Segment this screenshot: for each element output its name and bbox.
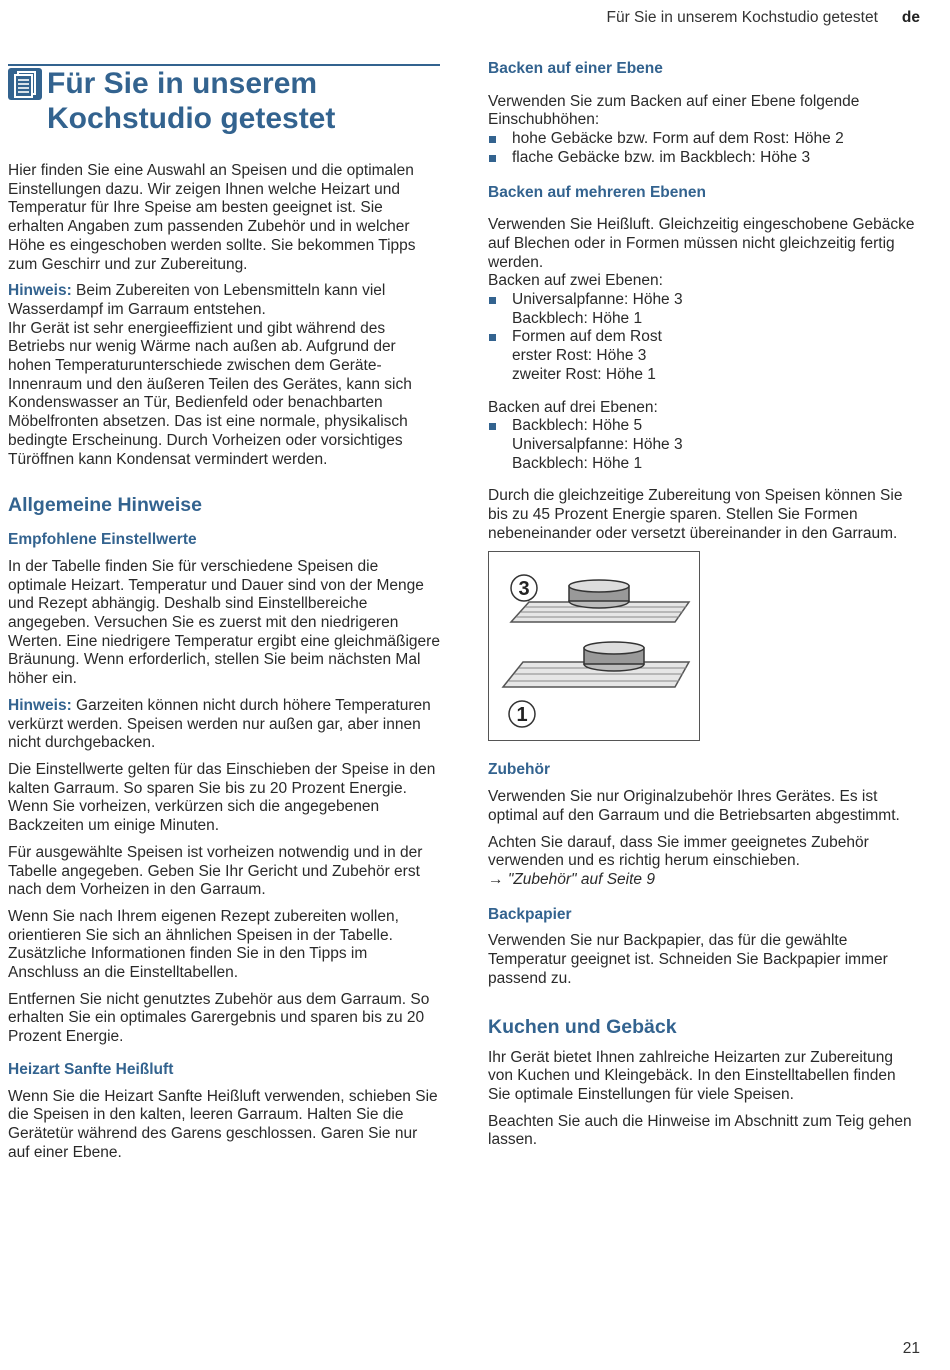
paragraph: Achten Sie darauf, dass Sie immer geeignetes Zubehör verwenden und es richtig herum einschieben. [488,833,869,870]
list-item: flache Gebäcke bzw. im Backblech: Höhe 3 [488,149,920,168]
label-zwei-ebenen: Backen auf zwei Ebenen: [488,272,663,290]
list-item: Universalpfanne: Höhe 3 Backblech: Höhe 1 [488,291,920,328]
paragraph: Beachten Sie auch die Hinweise im Abschnitt zum Teig gehen lassen. [488,1112,912,1149]
list-einer-ebene [488,130,920,167]
document-list-icon [8,68,42,100]
language-code: de [901,9,920,26]
label-drei-ebenen: Backen auf drei Ebenen: [488,398,658,416]
hint-condensation: Hinweis: Beim Zubereiten von Lebensmitteln kann viel Wasserdampf im Garraum entstehen. Ihr Gerät ist sehr energieeffizient und gibt während des Betriebs nur wenig Wärme nach außen ab. Aufgrund der hohen Temperaturunterschiede zwischen dem Geräte-Innenraum und den äußeren Teilen des Gerätes, kann sich Kondenswasser an Tür, Bedienfeld oder benachbarten Möbelfronten absetzen. Das ist eine normale, physikalisch bedingte Erscheinung. Durch Vorheizen oder vorsichtiges Türöffnen kann Kondensat vermindert werden. [8,282,412,468]
subheading-zubehoer: Zubehör [488,761,550,779]
left-column [8,64,440,1170]
right-column [488,60,920,1158]
hint-garzeiten: Hinweis: Garzeiten können nicht durch höhere Temperaturen verkürzt werden. Speisen werden nur außen gar, aber innen nicht durchgebacken. [8,696,431,752]
subheading-mehrere-ebenen: Backen auf mehreren Ebenen [488,183,706,201]
paragraph: Verwenden Sie zum Backen auf einer Ebene folgende Einschubhöhen: [488,92,860,129]
subheading-einstellwerte: Empfohlene Einstellwerte [8,531,197,549]
lower-rack [503,642,689,727]
reference-link[interactable]: "Zubehör" auf Seite 9 [507,870,655,888]
paragraph: Wenn Sie die Heizart Sanfte Heißluft verwenden, schieben Sie die Speisen in den kalten, leeren Garraum. Halten Sie die Gerätetür während des Garens geschlossen. Garen Sie nur auf einer Ebene. [8,1087,438,1161]
upper-rack [511,575,689,622]
paragraph: Entfernen Sie nicht genutztes Zubehör aus dem Garraum. So erhalten Sie ein optimales Garergebnis und sparen bis zu 20 Prozent Energie. [8,990,430,1046]
paragraph: Für ausgewählte Speisen ist vorheizen notwendig und in der Tabelle angegeben. Geben Sie Ihr Gericht und Zubehör erst nach dem Vorheizen in den Garraum. [8,843,423,899]
paragraph: Ihr Gerät bietet Ihnen zahlreiche Heizarten zur Zubereitung von Kuchen und Kleingebäck. In den Einstelltabellen finden Sie optimale Einstellungen für viele Speisen. [488,1048,896,1103]
page-title: Für Sie in unserem Kochstudio getestet [47,67,336,135]
paragraph: Durch die gleichzeitige Zubereitung von Speisen können Sie bis zu 45 Prozent Energie sparen. Stellen Sie Formen nebeneinander oder versetzt übereinander in den Garraum. [488,487,903,542]
rack-label-1: 1 [516,704,528,727]
section-heading-kuchen: Kuchen und Gebäck [488,1015,677,1038]
list-item: Backblech: Höhe 5 Universalpfanne: Höhe 3 Backblech: Höhe 1 [488,417,920,473]
subheading-einer-ebene: Backen auf einer Ebene [488,60,663,77]
main-title-block [8,64,440,148]
paragraph: Die Einstellwerte gelten für das Einschieben der Speise in den kalten Garraum. So sparen Sie bis zu 20 Prozent Energie. Wenn Sie vorheizen, verkürzen sich die angegebenen Backzeiten um einige Minuten. [8,760,436,835]
intro-paragraph: Hier finden Sie eine Auswahl an Speisen und die optimalen Einstellungen dazu. Wir zeigen Ihnen welche Heizart und Temperatur für Ihre Speise am besten geeignet ist. Sie erhalten Angaben zum passenden Zubehör und in welcher Höhe es eingeschoben werden sollte. Sie bekommen Tipps zum Geschirr und zur Zubereitung. [8,162,416,273]
subheading-sanfte-heissluft: Heizart Sanfte Heißluft [8,1060,174,1078]
cross-reference[interactable] [488,871,920,890]
section-heading-allgemein: Allgemeine Hinweise [8,494,202,517]
paragraph: Verwenden Sie Heißluft. Gleichzeitig eingeschobene Gebäcke auf Blechen oder in Formen müssen nicht gleichzeitig fertig werden. [488,216,915,271]
arrow-right-icon: → [488,870,504,888]
rack-diagram [489,552,699,740]
paragraph: Verwenden Sie nur Originalzubehör Ihres Gerätes. Es ist optimal auf den Garraum und die Betriebsarten abgestimmt. [488,788,900,824]
paragraph: Verwenden Sie nur Backpapier, das für die gewählte Temperatur geeignet ist. Schneiden Sie Backpapier immer passend zu. [488,932,888,987]
paragraph: In der Tabelle finden Sie für verschiedene Speisen die optimale Heizart. Temperatur und Dauer sind von der Menge und Rezept abhängig. Deshalb sind Einstellbereiche angegeben. Versuchen Sie es zuerst mit den niedrigeren Werten. Eine niedrigere Temperatur ergibt eine gleichmäßigere Bräunung. Wenn erforderlich, stellen Sie beim nächsten Mal höher ein. [8,557,440,688]
running-header [607,9,921,28]
oven-racks-illustration [488,551,700,741]
paragraph: Wenn Sie nach Ihrem eigenen Rezept zubereiten wollen, orientieren Sie sich an ähnlichen Speisen in der Tabelle. Zusätzliche Informationen finden Sie in den Tipps im Anschluss an die Einstelltabellen. [8,907,399,982]
page-number: 21 [902,1340,920,1358]
list-item: Formen auf dem Rost erster Rost: Höhe 3 zweiter Rost: Höhe 1 [488,328,920,384]
subheading-backpapier: Backpapier [488,905,572,923]
list-item: hohe Gebäcke bzw. Form auf dem Rost: Höhe 2 [488,130,920,149]
rack-label-3: 3 [518,578,530,601]
list-zwei-ebenen [488,291,920,385]
header-title: Für Sie in unserem Kochstudio getestet [606,9,878,26]
list-drei-ebenen [488,417,920,473]
